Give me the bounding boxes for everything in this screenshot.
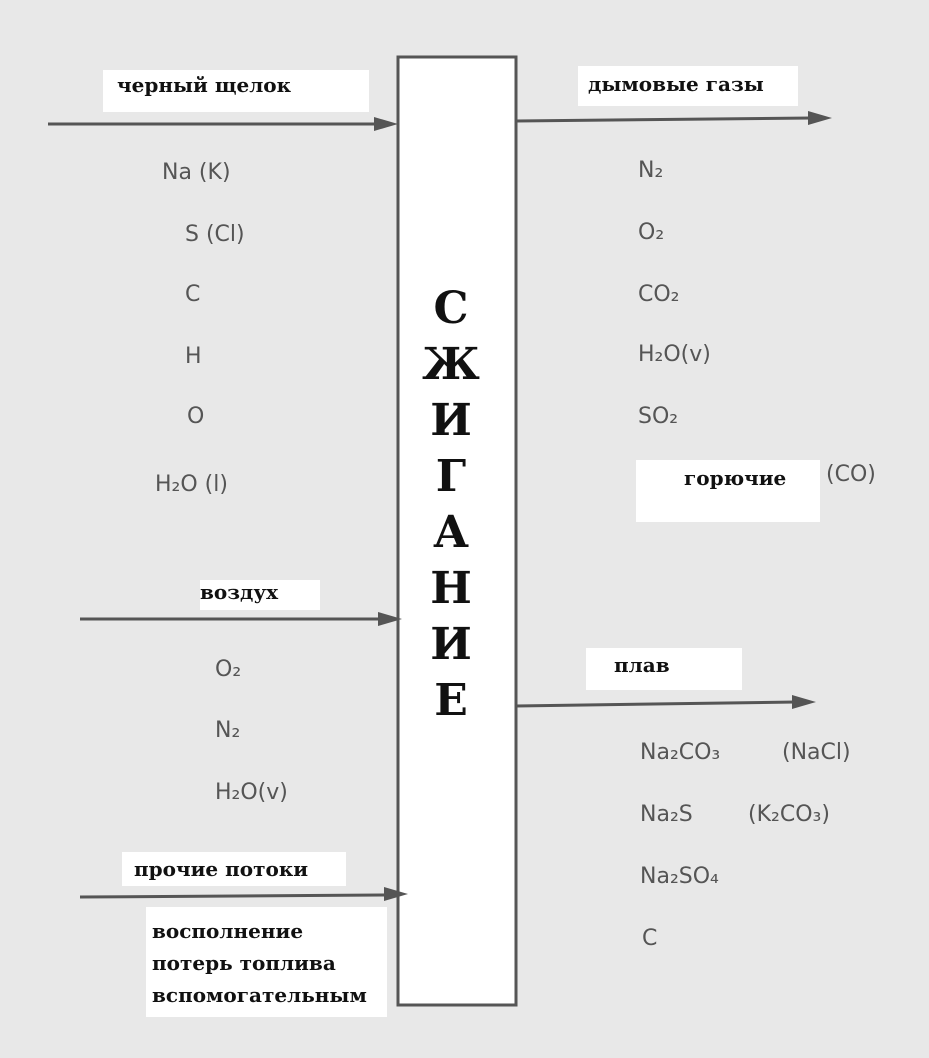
process-letter: С [433,283,469,334]
flue-gas-component: H₂O(v) [638,342,711,367]
air-component: H₂O(v) [215,780,288,805]
black-liquor-component: O [187,404,205,429]
arrow-black-liquor [48,117,398,131]
flue-gas-component: O₂ [638,220,665,245]
arrow-air [80,612,402,626]
flue-gas-component: N₂ [638,158,664,183]
smelt-minor-component: (K₂CO₃) [748,802,830,827]
black-liquor-component: H [185,344,202,369]
air-component: N₂ [215,718,241,743]
process-letter: И [430,395,472,446]
other-streams-label: прочие потоки [122,852,346,886]
other-streams-note [146,907,387,1017]
process-letter: Ж [422,339,480,390]
black-liquor-component: Na (K) [162,160,231,185]
arrow-smelt [516,695,816,709]
arrow-flue-gases [516,111,832,125]
combustibles-label: горючие [636,460,820,522]
black-liquor-label: черный щелок [103,70,369,112]
process-letter: Н [430,563,472,614]
smelt-component: Na₂SO₄ [640,864,719,889]
black-liquor-component: S (Cl) [185,222,245,247]
flue-gas-component: CO₂ [638,282,680,307]
arrow-other-streams [80,887,408,901]
black-liquor-component: C [185,282,201,307]
smelt-component: C [642,926,658,951]
process-letter: А [433,507,469,558]
smelt-minor-component: (NaCl) [782,740,851,765]
process-letter: Г [435,451,467,502]
combustibles-value: (CO) [826,462,876,487]
flue-gas-component: SO₂ [638,404,679,429]
note-line: вспомогательным [152,983,367,1007]
flue-gases-label: дымовые газы [578,66,798,106]
process-letter: И [430,619,472,670]
air-component: O₂ [215,657,242,682]
note-line: восполнение [152,919,304,943]
smelt-label: плав [586,648,742,690]
smelt-component: Na₂CO₃ [640,740,721,765]
process-letter: Е [434,675,468,726]
note-line: потерь топлива [152,951,336,975]
smelt-component: Na₂S [640,802,693,827]
black-liquor-component: H₂O (l) [155,472,228,497]
air-label: воздух [200,580,320,610]
